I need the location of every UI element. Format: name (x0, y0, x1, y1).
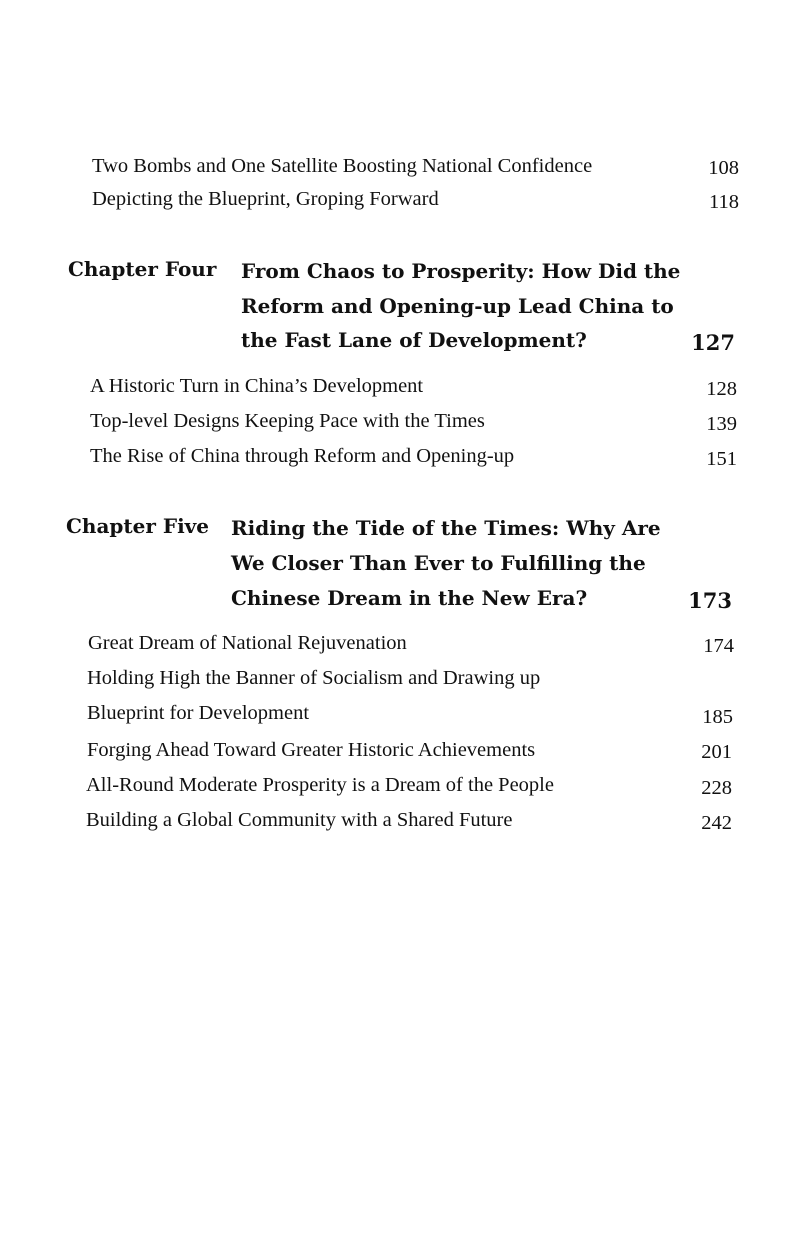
toc-entry-page: 108 (708, 157, 739, 179)
toc-entry-title-continued: Blueprint for Development (87, 702, 310, 724)
toc-entry-page: 118 (709, 191, 739, 213)
chapter-title-line: From Chaos to Prosperity: How Did the (241, 259, 681, 283)
toc-entry-title: Depicting the Blueprint, Groping Forward (92, 188, 439, 210)
chapter-title-line: Chinese Dream in the New Era? (231, 586, 588, 610)
chapter-title-line: Riding the Tide of the Times: Why Are (231, 516, 661, 540)
chapter-title-line: We Closer Than Ever to Fulfilling the (231, 551, 646, 575)
toc-entry-title: All-Round Moderate Prosperity is a Dream of the People (86, 774, 554, 796)
toc-entry-page: 185 (702, 706, 733, 728)
toc-entry-title: The Rise of China through Reform and Opening-up (90, 445, 515, 467)
toc-entry-title: Holding High the Banner of Socialism and Drawing up (87, 667, 541, 689)
toc-entry-title: Forging Ahead Toward Greater Historic Achievements (87, 739, 536, 761)
toc-entry-page: 228 (701, 777, 732, 799)
chapter-title-line: Reform and Opening-up Lead China to (241, 294, 674, 318)
chapter-label: Chapter Four (68, 257, 217, 281)
toc-entry-page: 151 (706, 448, 737, 470)
toc-entry-title: Great Dream of National Rejuvenation (88, 632, 407, 654)
chapter-label: Chapter Five (66, 514, 210, 538)
chapter-title-line: the Fast Lane of Development? (241, 328, 587, 352)
chapter-page: 173 (688, 588, 732, 613)
toc-entry-title: Top-level Designs Keeping Pace with the Times (90, 410, 485, 432)
toc-entry-page: 139 (706, 413, 737, 435)
toc-entry-page: 174 (703, 635, 734, 657)
toc-entry-page: 201 (701, 741, 732, 763)
toc-entry-title: Two Bombs and One Satellite Boosting National Confidence (92, 155, 593, 177)
chapter-page: 127 (691, 330, 735, 355)
toc-entry-title: A Historic Turn in China’s Development (90, 375, 424, 397)
toc-entry-page: 128 (706, 378, 737, 400)
toc-entry-title: Building a Global Community with a Shared Future (86, 809, 513, 831)
toc-entry-page: 242 (701, 812, 732, 834)
